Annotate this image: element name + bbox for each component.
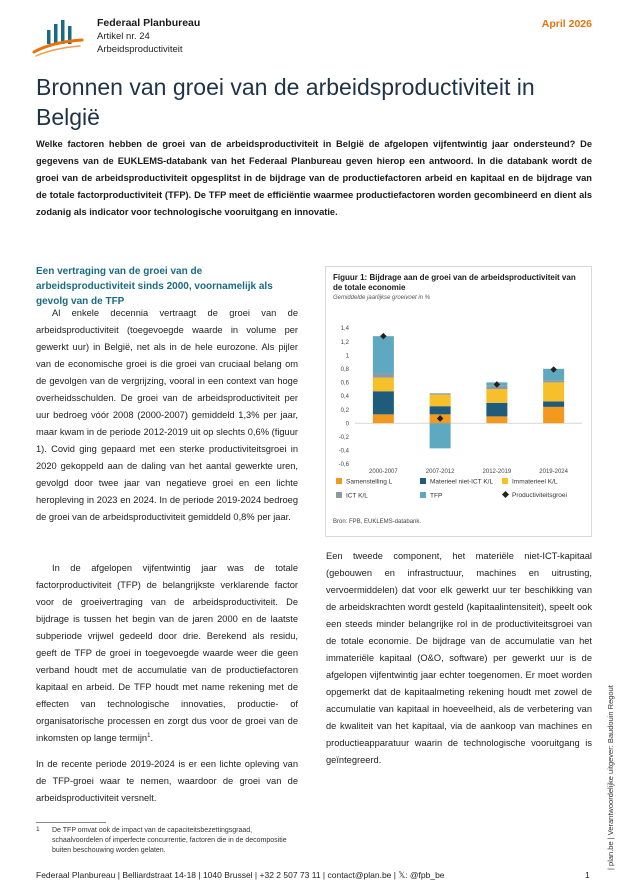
body-paragraph-2 — [36, 560, 298, 747]
legend-label: Samenstelling L — [346, 478, 393, 486]
fpb-logo-icon — [30, 16, 86, 60]
legend-item — [502, 492, 567, 499]
body-paragraph-2-text: In de afgelopen vijfentwintig jaar was de totale factorproductiviteit (TFP) de belangrijkste verklarende factor voor de groeivertraging van de arbeidsproductiviteit. De bijdrage is tussen het begin van de jaren 2000 en de laatste subperiode vrijwel gedeeld door drie. Berekend als residu, geeft de TFP de groei in toegevoegde waarde weer die geen verband houdt met de accumulatie van de productiefactoren kapitaal en arbeid. De TFP houdt met name rekening met de effecten van technologische innovaties, productie- of organisatorische processen en zorgt dus voor de groei van de inkomsten op lange termijn — [36, 563, 298, 743]
page-number: 1 — [585, 870, 590, 880]
y-tick-label: 1,4 — [340, 326, 349, 333]
bar-segment-ict-k-l — [373, 374, 394, 378]
y-tick-label: 0,2 — [340, 407, 349, 414]
chart-legend — [336, 478, 586, 508]
legend-swatch — [336, 478, 342, 484]
footnote-reference[interactable]: 1 — [147, 732, 151, 739]
legend-item — [336, 492, 368, 500]
legend-item — [502, 478, 558, 486]
bar-segment-immaterieel-k-l — [486, 389, 507, 403]
footnote-text: De TFP omvat ook de impact van de capaciteitsbezettingsgraad, schaalvoordelen of imperfecte concurrentie, factoren die in de decompositie buiten beschouwing worden gelaten. — [52, 827, 287, 854]
y-tick-label: 0,4 — [340, 394, 349, 401]
y-tick-label: -0,2 — [338, 435, 349, 441]
bar-segment-samenstelling-l — [486, 416, 507, 423]
body-paragraph-3: In de recente periode 2019-2024 is er een lichte opleving van de TFP-groei waar te nemen, waardoor de groei van de arbeidsproductiviteit versnelt. — [36, 759, 298, 803]
legend-swatch — [502, 478, 508, 484]
legend-diamond-icon — [502, 491, 509, 498]
bar-segment-materieel-niet-ict-k-l — [373, 391, 394, 414]
legend-label: ICT K/L — [346, 492, 368, 500]
bar-segment-materieel-niet-ict-k-l — [430, 406, 451, 414]
bar-segment-samenstelling-l — [543, 407, 564, 423]
figure-source: Bron: FPB, EUKLEMS-databank. — [333, 519, 422, 525]
bar-segment-materieel-niet-ict-k-l — [543, 401, 564, 406]
x-tick-label: 2007-2012 — [425, 469, 455, 475]
bar-segment-immaterieel-k-l — [373, 378, 394, 392]
bar-segment-immaterieel-k-l — [543, 382, 564, 401]
bar-segment-ict-k-l — [430, 393, 451, 394]
y-tick-label: 0,6 — [340, 380, 349, 387]
y-tick-label: -0,6 — [338, 462, 349, 469]
body-paragraph-1: Al enkele decennia vertraagt de groei van de arbeidsproductiviteit (toegevoegde waarde in volume per gewerkt uur) in België, net als in de hele eurozone. Als pijler van de economische groei is die groei van cruciaal belang om de gevolgen van de vergrijzing, vooral in een context van hoge overheidsschulden. De groei van de arbeidsproductiviteit per uur bedroeg vóór 2008 (2000-2007) gemiddeld 1,3% per jaar, maar kwam in de periode 2012-2019 uit op slechts 0,6% (figuur 1). Covid ging gepaard met een sterke productiviteitsgroei in 2020 gekoppeld aan de daling van het aantal gewerkte uren, gevolgd door twee jaar van negatieve groei en een lichte heropleving in 2023 en 2024. In de periode 2019-2024 bedroeg de groei van de arbeidsproductiviteit gemiddeld 0,8% per jaar. — [36, 308, 298, 522]
section-heading: Een vertraging van de groei van de arbeidsproductiviteit sinds 2000, voornamelijk als gevolg van de TFP — [36, 266, 273, 307]
legend-swatch — [420, 478, 426, 484]
legend-item — [336, 478, 392, 486]
figure-title: Figuur 1: Bijdrage aan de groei van de arbeidsproductiviteit van de totale economie — [333, 273, 576, 292]
y-tick-label: -0,4 — [338, 448, 349, 455]
bar-segment-materieel-niet-ict-k-l — [486, 403, 507, 417]
legend-swatch — [420, 492, 426, 498]
article-number: Artikel nr. 24 — [97, 31, 150, 42]
bar-segment-samenstelling-l — [373, 414, 394, 423]
x-tick-label: 2019-2024 — [539, 469, 568, 475]
bar-segment-tfp — [373, 336, 394, 373]
bar-segment-ict-k-l — [543, 380, 564, 382]
y-tick-label: 1 — [345, 353, 349, 360]
x-tick-label: 2012-2019 — [482, 469, 512, 475]
y-tick-label: 0 — [345, 421, 349, 428]
footnote-divider — [36, 822, 106, 823]
bar-segment-immaterieel-k-l — [430, 395, 451, 407]
issue-date: April 2026 — [541, 18, 592, 30]
legend-label: TFP — [430, 492, 443, 500]
x-tick-label: 2000-2007 — [369, 469, 398, 475]
body-paragraph-2-end: . — [150, 733, 154, 743]
bar-segment-tfp — [430, 423, 451, 448]
footnote-number: 1 — [36, 826, 40, 833]
figure-subtitle: Gemiddelde jaarlijkse groeivoet in % — [333, 295, 431, 301]
page-title: Bronnen van groei van de arbeidsproductiviteit in België — [36, 74, 535, 130]
legend-item — [420, 492, 442, 500]
legend-swatch — [336, 492, 342, 498]
lead-paragraph: Welke factoren hebben de groei van de arbeidsproductiviteit in België de afgelopen vijfentwintig jaar ondersteund? De gegevens van de EUKLEMS-databank van het Federaal Planbureau geven hierop een antwoord. In die databank wordt de groei van de arbeidsproductiviteit opgesplitst in de bijdrage van de productiefactoren arbeid en kapitaal en de bijdrage van de totale factorproductiviteit (TFP). De TFP meet de efficiëntie waarmee productiefactoren worden gecombineerd en dient als zodanig als indicator voor technologische vooruitgang en innovatie. — [36, 139, 592, 217]
page-footer: Federaal Planbureau | Belliardstraat 14-18 | 1040 Brussel | +32 2 507 73 11 | contact@plan.be | 𝕏: @fpb_be — [36, 870, 445, 880]
legend-label: Productiviteitsgroei — [512, 492, 567, 499]
y-tick-label: 0,8 — [340, 367, 349, 373]
y-tick-label: 1,2 — [340, 339, 349, 346]
article-topic: Arbeidsproductiviteit — [97, 44, 183, 55]
org-name: Federaal Planbureau — [97, 17, 201, 29]
legend-label: Materieel niet-ICT K/L — [430, 478, 494, 486]
legend-item — [420, 478, 493, 486]
body-paragraph-4: Een tweede component, het materiële niet-ICT-kapitaal (gebouwen en infrastructuur, machines en uitrusting, vervoermiddelen) dat voor elk gewerkt uur ter beschikking van de arbeidskrachten wordt gesteld (kapitaalintensiteit), speelt ook een steeds minder belangrijke rol in de productiviteitsgroei van de totale economie. De bijdrage van de accumulatie van het immateriële kapitaal (O&O, software) per gewerkt uur is de afgelopen vijfentwintig jaar echter toegenomen. Er moet worden opgemerkt dat de kapitaalmeting rekening houdt met zowel de accumulatie van kapitaal in hoeveelheid, als de verbetering van de kwaliteit van het kapitaal, via de aankoop van machines en productieapparatuur waarin de technologische vooruitgang is geïntegreerd. — [326, 551, 592, 765]
stacked-bar-chart — [327, 302, 590, 478]
legend-label: Immaterieel K/L — [512, 478, 558, 486]
publisher-sidebar: | plan.be | Verantwoordelijke uitgever: Baudouin Regout — [606, 685, 615, 870]
